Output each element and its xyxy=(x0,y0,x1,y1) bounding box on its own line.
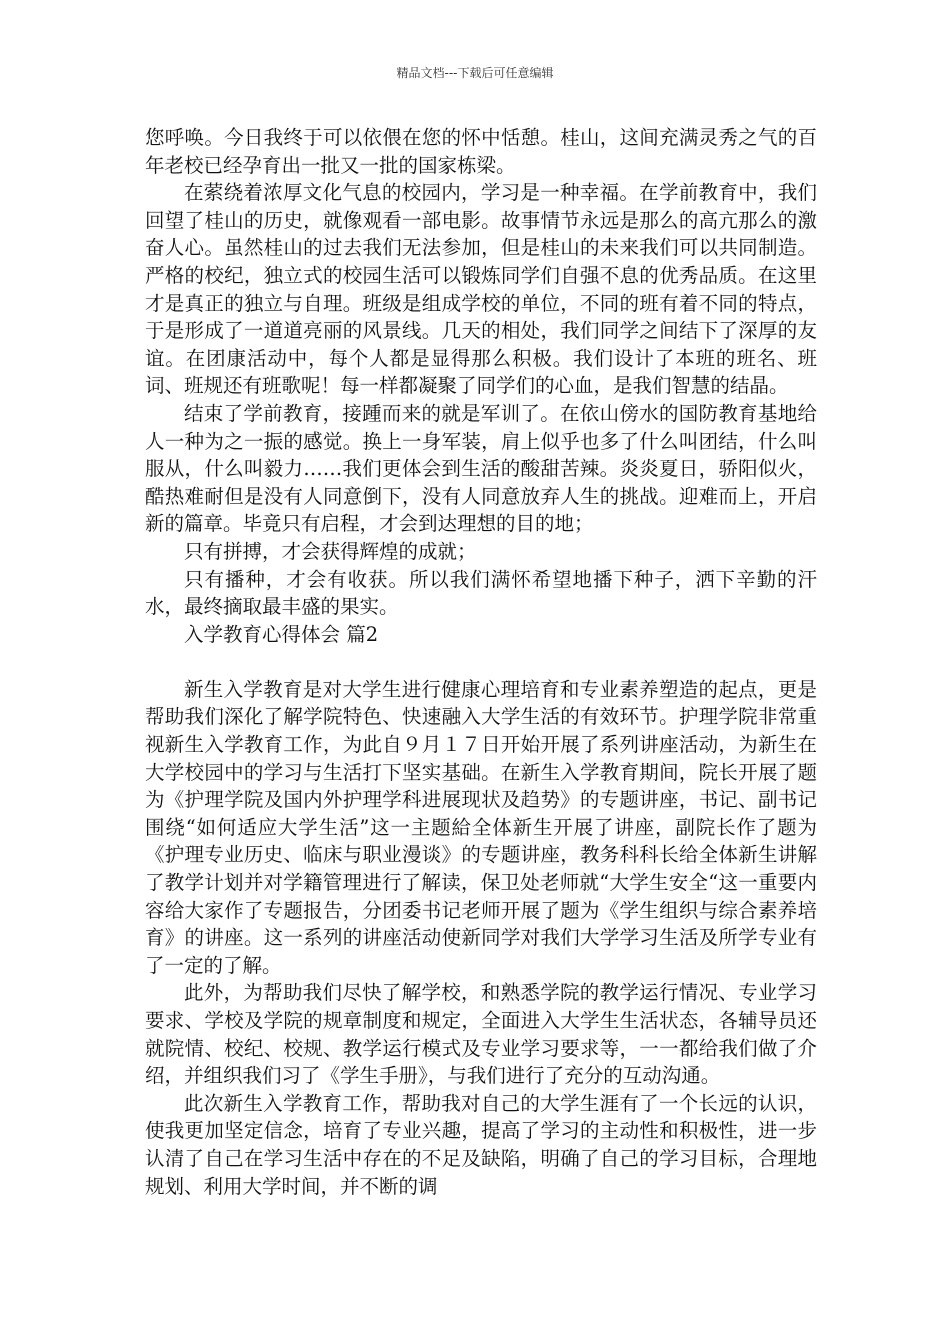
blank-line xyxy=(145,648,817,676)
section-heading: 入学教育心得体会 篇2 xyxy=(184,622,379,646)
page-header: 精品文档---下载后可任意编辑 xyxy=(396,66,554,80)
paragraph-6: 新生入学教育是对大学生进行健康心理培育和专业素养塑造的起点，更是帮助我们深化了解学院特色、快速融入大学生活的有效环节。护理学院非常重视新生入学教育工作，为此自９月１７日开始开展了系列讲座活动，为新生在大学校园中的学习与生活打下坚实基础。在新生入学教育期间，院长开展了题为《护理学院及国内外护理学科进展现状及趋势》的专题讲座，书记、副书记围绕“如何适应大学生活”这一主题給全体新生开展了讲座，副院长作了题为《护理专业历史、临床与职业漫谈》的专题讲座，教务科科长给全体新生讲解了教学计划并对学籍管理进行了解读，保卫处老师就“大学生安全“这一重要内容给大家作了专题报告，分团委书记老师开展了题为《学生组织与综合素养培育》的讲座。这一系列的讲座活动使新同学对我们大学学习生活及所学专业有了一定的了解。 xyxy=(145,677,817,977)
paragraph-4: 只有拼搏，才会获得辉煌的成就； xyxy=(184,539,477,563)
paragraph-1: 您呼唤。今日我终于可以依偎在您的怀中恬憩。桂山，这间充满灵秀之气的百年老校已经孕育出一批又一批的国家栋梁。 xyxy=(145,126,817,177)
paragraph-3: 结束了学前教育，接踵而来的就是军训了。在依山傍水的国防教育基地给人一种为之一振的感觉。换上一身军装，肩上似乎也多了什么叫团结，什么叫服从，什么叫毅力……我们更体会到生活的酸甜苦辣。炎炎夏日，骄阳似火，酷热难耐但是没有人同意倒下，没有人同意放弃人生的挑战。迎难而上，开启新的篇章。毕竟只有启程，才会到达理想的目的地； xyxy=(145,401,817,536)
document-body xyxy=(145,124,817,1200)
paragraph-5: 只有播种，才会有收获。所以我们满怀希望地播下种子，洒下辛勤的汗水，最终摘取最丰盛的果实。 xyxy=(145,567,817,619)
paragraph-8: 此次新生入学教育工作，帮助我对自己的大学生涯有了一个长远的认识，使我更加坚定信念，培育了专业兴趣，提高了学习的主动性和积极性，进一步认清了自己在学习生活中存在的不足及缺陷，明确了自己的学习目标，合理地规划、利用大学时间，并不断的调 xyxy=(145,1091,817,1198)
paragraph-7: 此外，为帮助我们尽快了解学校，和熟悉学院的教学运行情况、专业学习要求、学校及学院的规章制度和规定，全面进入大学生生活状态，各辅导员还就院情、校纪、校规、教学运行模式及专业学习要求等，一一都给我们做了介绍，并组织我们习了《学生手册》，与我们进行了充分的互动沟通。 xyxy=(145,981,817,1088)
paragraph-2: 在萦绕着浓厚文化气息的校园内，学习是一种幸福。在学前教育中，我们回望了桂山的历史，就像观看一部电影。故事情节永远是那么的高亢那么的激奋人心。虽然桂山的过去我们无法参加，但是桂山的未来我们可以共同制造。严格的校纪，独立式的校园生活可以锻炼同学们自强不息的优秀品质。在这里才是真正的独立与自理。班级是组成学校的单位，不同的班有着不同的特点，于是形成了一道道亮丽的风景线。几天的相处，我们同学之间结下了深厚的友谊。在团康活动中，每个人都是显得那么积极。我们设计了本班的班名、班词、班规还有班歌呢！每一样都凝聚了同学们的心血，是我们智慧的结晶。 xyxy=(145,181,817,398)
